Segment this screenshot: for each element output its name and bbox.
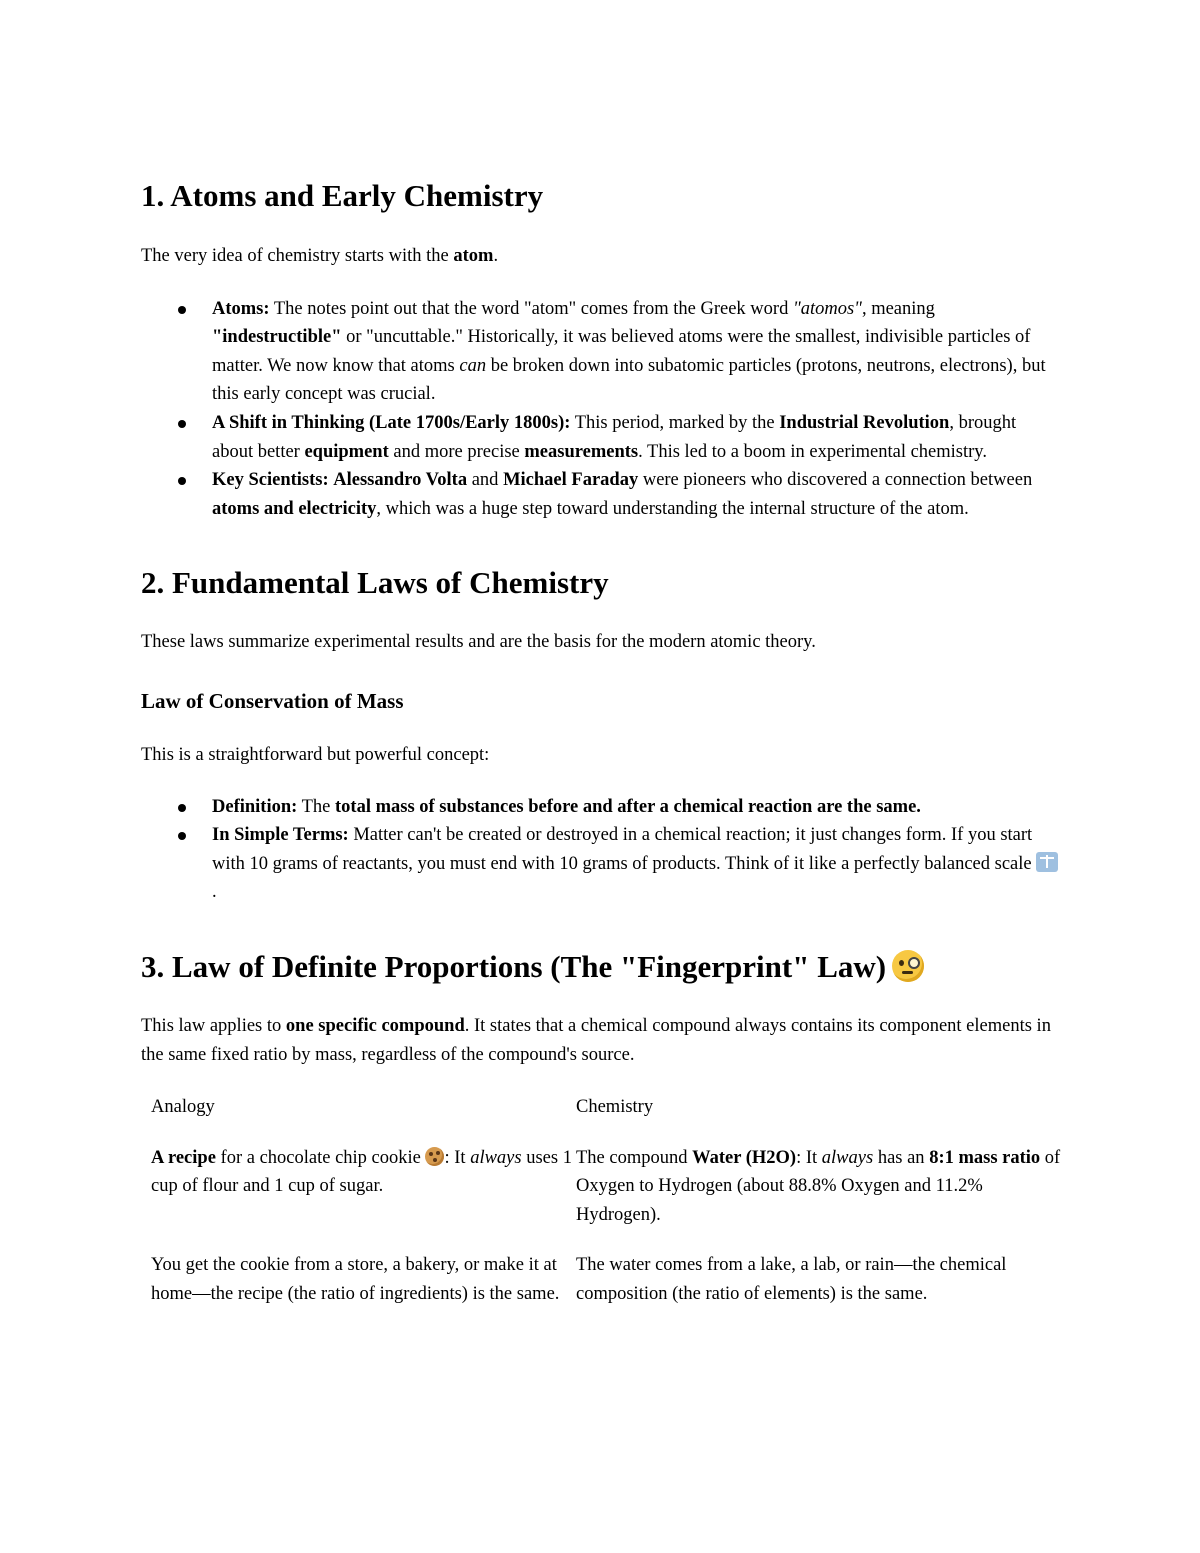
table-cell: You get the cookie from a store, a bakery, or make it at home—the recipe (the ratio of ingredients) is the same.: [151, 1255, 560, 1305]
section-2-intro: These laws summarize experimental results and are the basis for the modern atomic theory.: [141, 632, 816, 653]
list-item: A Shift in Thinking (Late 1700s/Early 1800s): This period, marked by the Industrial Revolution, brought about better equipment and more precise measurements. This led to a boom in experimental chemistry.: [141, 409, 1061, 466]
bullet-icon: [178, 832, 186, 840]
table-header-row: [151, 1093, 1061, 1122]
subsection-intro: This is a straightforward but powerful concept:: [141, 744, 490, 765]
table-row: [151, 1229, 1061, 1308]
list-item: In Simple Terms: Matter can't be created or destroyed in a chemical reaction; it just changes form. If you start with 10 grams of reactants, you must end with 10 grams of products. Think of it like a perfectly balanced scale .: [141, 821, 1061, 907]
list-item: Key Scientists: Alessandro Volta and Michael Faraday were pioneers who discovered a connection between atoms and electricity, which was a huge step toward understanding the internal structure of the atom.: [141, 466, 1061, 523]
table-cell: A recipe for a chocolate chip cookie : It always uses 1 cup of flour and 1 cup of sugar.: [151, 1147, 572, 1197]
section-1-intro: The very idea of chemistry starts with the atom.: [141, 246, 499, 266]
table-cell: The water comes from a lake, a lab, or rain—the chemical composition (the ratio of elements) is the same.: [576, 1255, 1007, 1305]
face-with-monocle-icon: [892, 950, 924, 982]
section-1-heading: 1. Atoms and Early Chemistry: [141, 178, 544, 213]
balance-scale-icon: [1036, 852, 1058, 872]
section-2-list: [141, 793, 1061, 907]
bullet-icon: [178, 804, 186, 812]
section-3-heading: 3. Law of Definite Proportions (The "Fingerprint" Law): [141, 947, 1061, 987]
table-header-chemistry: Chemistry: [576, 1097, 654, 1118]
cookie-icon: [425, 1147, 444, 1166]
section-1-list: [141, 295, 1061, 524]
subsection-heading: Law of Conservation of Mass: [141, 688, 404, 713]
bullet-icon: [178, 477, 186, 485]
bullet-icon: [178, 306, 186, 314]
table-row: [151, 1122, 1061, 1230]
section-2-heading: 2. Fundamental Laws of Chemistry: [141, 565, 609, 601]
table-header-analogy: Analogy: [151, 1097, 215, 1118]
list-item: Atoms: The notes point out that the word "atom" comes from the Greek word "atomos", meaning "indestructible" or "uncuttable." Historically, it was believed atoms were the smallest, indivisible particles of matter. We now know that atoms can be broken down into subatomic particles (protons, neutrons, electrons), but this early concept was crucial.: [141, 295, 1061, 409]
section-3-intro: This law applies to one specific compound. It states that a chemical compound always contains its component elements in the same fixed ratio by mass, regardless of the compound's source.: [141, 1015, 1051, 1065]
analogy-table: [151, 1093, 1061, 1309]
bullet-icon: [178, 420, 186, 428]
list-item: Definition: The total mass of substances before and after a chemical reaction are the same.: [141, 793, 1061, 822]
table-cell: The compound Water (H2O): It always has an 8:1 mass ratio of Oxygen to Hydrogen (about 88.8% Oxygen and 11.2% Hydrogen).: [576, 1147, 1061, 1225]
document-content: [141, 176, 1061, 1309]
